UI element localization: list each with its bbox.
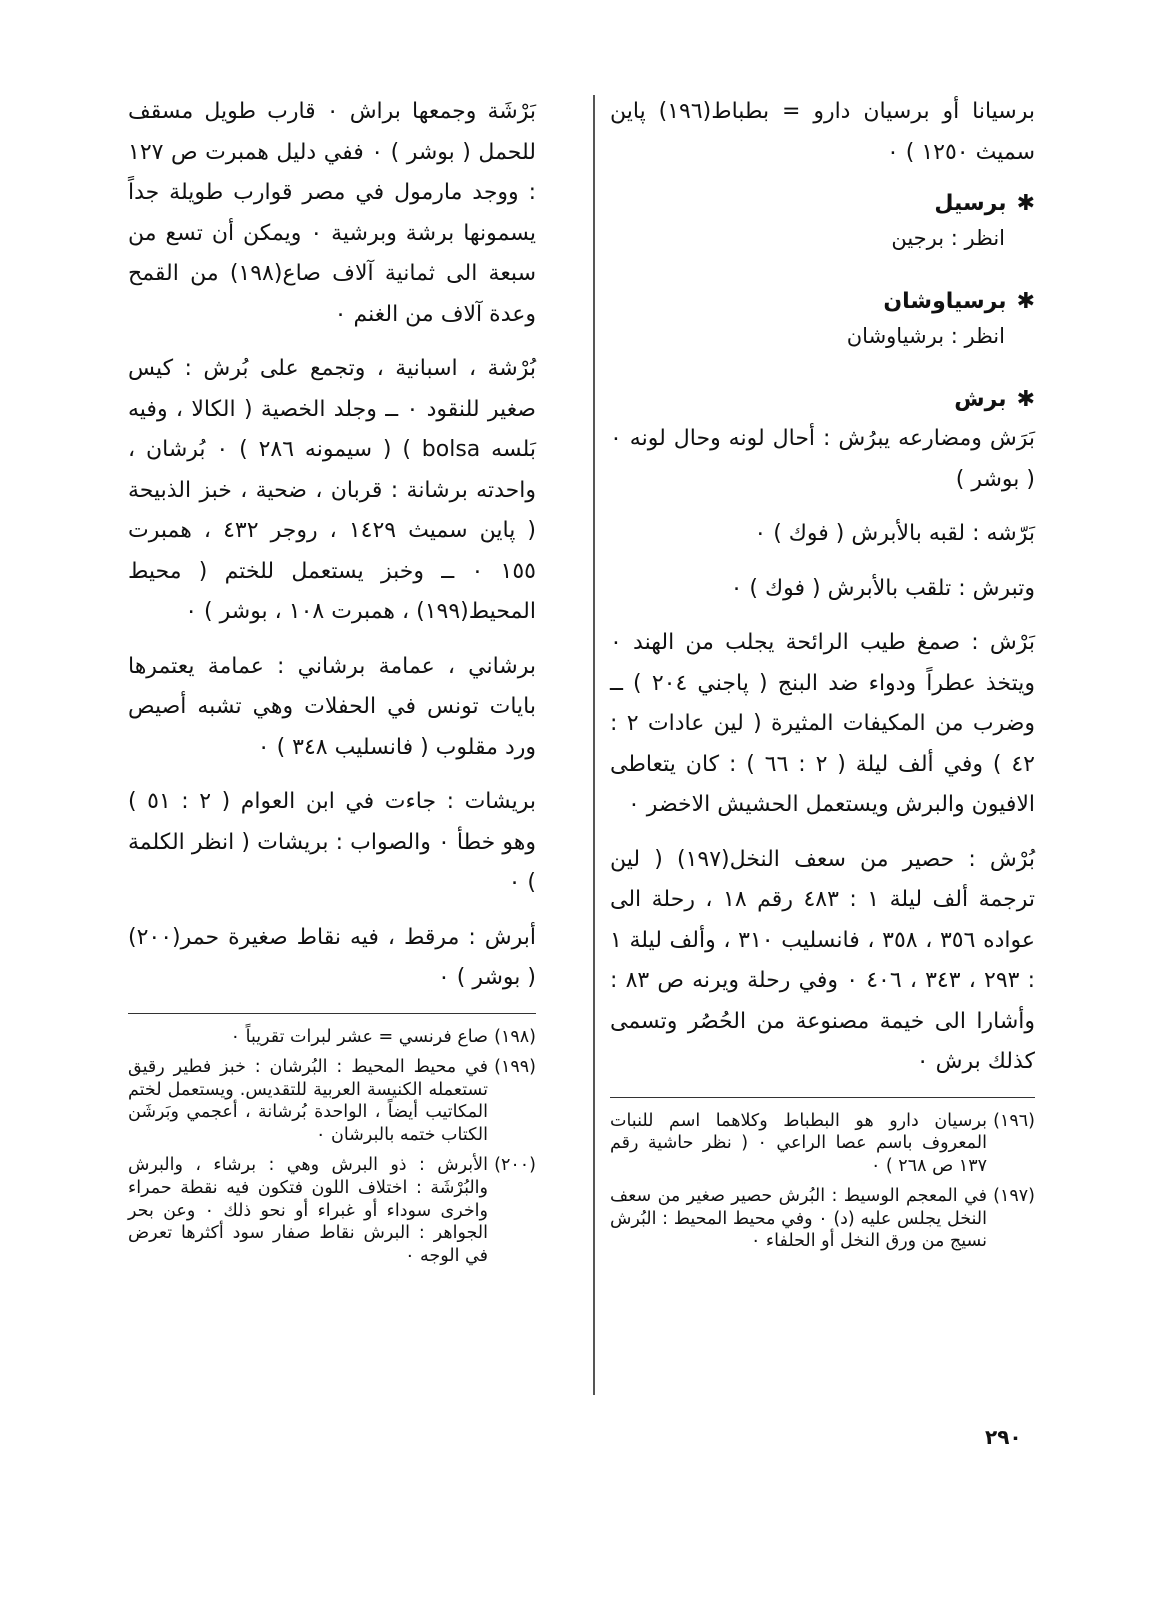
definition-paragraph: أبرش : مرقط ، فيه نقاط صغيرة حمر(٢٠٠) ( بوشر ) ٠ xyxy=(128,924,536,990)
footnote-text: الأبرش : ذو البرش وهي : برشاء ، والبرش والبُرْشَة : اختلاف اللون فتكون فيه نقطة حمراء واخرى سوداء أو غبراء أو نحو ذلك ٠ وعن بحر الجواهر : البرش نقاط صفار سود أكثرها تعرض في الوجه ٠ xyxy=(128,1155,488,1266)
footnote-text: برسيان دارو هو البطباط وكلاهما اسم للنبات المعروف باسم عصا الراعي ٠ ( نظر حاشية رقم ١٣٧ ص ٢٦٨ ) ٠ xyxy=(610,1110,987,1176)
intro-paragraph: برسيانا أو برسيان دارو = بطباط(١٩٦) پاين سميث ١٢٥٠ ) ٠ xyxy=(610,99,1035,165)
entry-heading: ✱برسياوشان xyxy=(883,289,1035,314)
footnote-text: صاع فرنسي = عشر لبرات تقريباً ٠ xyxy=(230,1026,488,1047)
entry-heading: ✱برسيل xyxy=(934,191,1035,216)
left-column xyxy=(128,92,536,1275)
footnote xyxy=(128,1026,536,1049)
footnote xyxy=(610,1185,1035,1253)
definition-paragraph: برشاني ، عمامة برشاني : عمامة يعتمرها بايات تونس في الحفلات وهي تشبه أصيص ورد مقلوب ( فانسليب ٣٤٨ ) ٠ xyxy=(128,653,536,760)
asterisk-icon: ✱ xyxy=(1016,191,1035,216)
footnote xyxy=(610,1110,1035,1178)
footnote xyxy=(128,1056,536,1146)
definition-paragraph: بَرَش ومضارعه يبرُش : أحال لونه وحال لونه ٠ ( بوشر ) xyxy=(610,426,1035,492)
right-column xyxy=(610,92,1035,1261)
footnote-text: في محيط المحيط : البُرشان : خبز فطير رقيق تستعمله الكنيسة العربية للتقديس. ويستعمل لختم المكاتيب أيضاً ، الواحدة بُرشانة ، أعجمي وبَرشَن الكتاب ختمه بالبرشان ٠ xyxy=(128,1057,488,1145)
footnote-number: (١٩٦) xyxy=(993,1110,1035,1131)
definition-paragraph: بَرْشَة وجمعها براش ٠ قارب طويل مسقف للحمل ( بوشر ) ٠ ففي دليل همبرت ص ١٢٧ : ووجد مارمول في مصر قوارب طويلة جداً يسمونها برشة وبرشية ٠ ويمكن أن تسع من سبعة الى ثمانية آلاف صاع(١٩٨) من القمح وعدة آلاف من الغنم ٠ xyxy=(128,99,537,327)
footnote-number: (٢٠٠) xyxy=(494,1155,536,1176)
definition-paragraph: بريشات : جاءت في ابن العوام ( ٢ : ٥١ ) وهو خطأ ٠ والصواب : بريشات ( انظر الكلمة ) ٠ xyxy=(128,789,537,895)
entry-heading: ✱برش xyxy=(954,387,1035,412)
footnote-text: في المعجم الوسيط : البُرش حصير صغير من سعف النخل يجلس عليه (د) ٠ وفي محيط المحيط : البُرش نسيج من ورق النخل أو الحلفاء ٠ xyxy=(610,1186,987,1252)
definition-paragraph: بُرْش : حصير من سعف النخل(١٩٧) ( لين ترجمة ألف ليلة ١ : ٤٨٣ رقم ١٨ ، رحلة الى عواده ٣٥٦ ، ٣٥٨ ، فانسليب ٣١٠ ، وألف ليلة ١ : ٢٩٣ ، ٣٤٣ ، ٤٠٦ ٠ وفي رحلة ويرنه ص ٨٣ : وأشارا الى خيمة مصنوعة من الحُصُر وتسمى كذلك برش ٠ xyxy=(610,846,1036,1074)
page-number: ٢٩٠ xyxy=(985,1425,1022,1449)
entry-reference: انظر : برشياوشان xyxy=(846,324,1005,348)
definition-paragraph: وتبرش : تلقب بالأبرش ( فوك ) ٠ xyxy=(730,575,1035,601)
footnote-number: (١٩٧) xyxy=(993,1186,1035,1207)
definition-paragraph: بَرْش : صمغ طيب الرائحة يجلب من الهند ٠ ويتخذ عطراً ودواء ضد البنج ( پاجني ٢٠٤ ) ــ وضرب من المكيفات المثيرة ( لين عادات ٢ : ٤٢ ) وفي ألف ليلة ( ٢ : ٦٦ ) : كان يتعاطى الافيون والبرش ويستعمل الحشيش الاخضر ٠ xyxy=(610,630,1036,817)
footnote-number: (١٩٩) xyxy=(494,1057,536,1078)
column-divider xyxy=(593,95,595,1395)
footnote-separator xyxy=(610,1097,1035,1098)
footnote-number: (١٩٨) xyxy=(494,1026,536,1047)
footnote xyxy=(128,1154,536,1267)
definition-paragraph: بُرْشة ، اسبانية ، وتجمع على بُرش : كيس صغير للنقود ٠ ــ وجلد الخصية ( الكالا ، وفيه بَلسه bolsa ) ( سيمونه ٢٨٦ ) ٠ بُرشان ، واحدته برشانة : قربان ، ضحية ، خبز الذبيحة ( پاين سميث ١٤٢٩ ، روجر ٤٣٢ ، همبرت ١٥٥ ٠ ــ وخبز يستعمل للختم ( محيط المحيط(١٩٩) ، همبرت ١٠٨ ، بوشر ) ٠ xyxy=(128,356,536,624)
footnote-separator xyxy=(128,1013,536,1014)
asterisk-icon: ✱ xyxy=(1016,387,1035,412)
asterisk-icon: ✱ xyxy=(1016,289,1035,314)
definition-paragraph: بَرّشه : لقبه بالأبرش ( فوك ) ٠ xyxy=(754,521,1035,546)
entry-reference: انظر : برجين xyxy=(891,226,1005,250)
